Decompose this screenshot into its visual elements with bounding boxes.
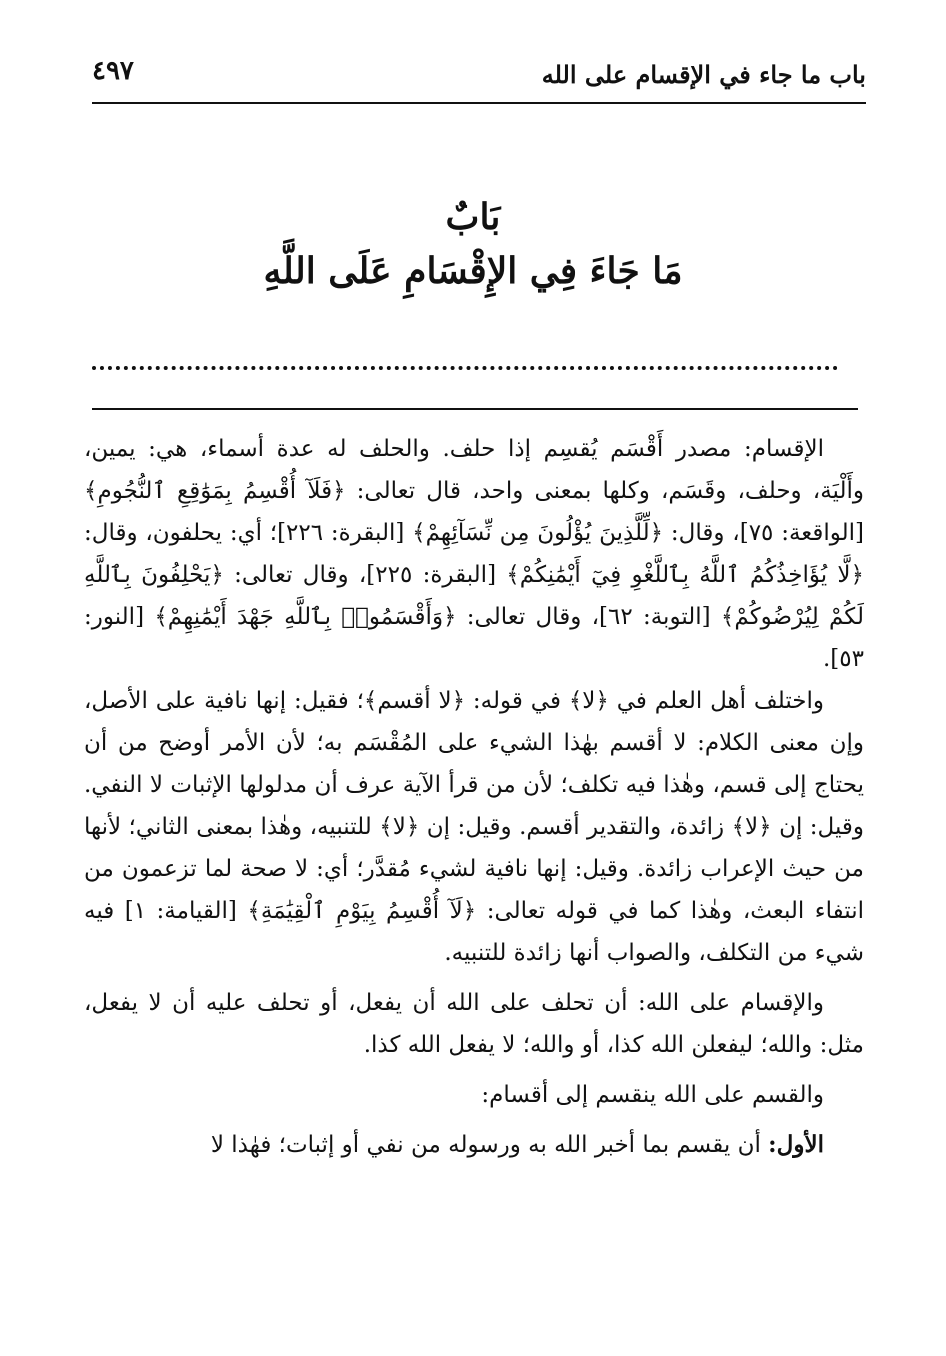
first-division-text: أن يقسم بما أخبر الله به ورسوله من نفي أو إثبات؛ فهٰذا لا xyxy=(210,1132,769,1158)
dotted-divider xyxy=(92,366,838,370)
first-division-label: الأول: xyxy=(768,1131,824,1158)
paragraph-la-meaning: واختلف أهل العلم في ﴿لا﴾ في قوله: ﴿لا أقسم﴾؛ فقيل: إنها نافية على الأصل، وإن معنى الكلام: لا أقسم بهٰذا الشيء على المُقْسَم به؛ لأن الأمر أوضح من أن يحتاج إلى قسم، وهٰذا فيه تكلف؛ لأن من قرأ الآية عرف أن مدلولها الإثبات لا النفي. وقيل: إن ﴿لا﴾ زائدة، والتقدير أقسم. وقيل: إن ﴿لا﴾ للتنبيه، وهٰذا بمعنى الثاني؛ لأنها من حيث الإعراب زائدة. وقيل: إنها نافية لشيء مُقدَّر؛ أي: لا صحة لما تزعمون من انتفاء البعث، وهٰذا كما في قوله تعالى: ﴿لَآ أُقْسِمُ بِيَوْمِ ٱلْقِيَٰمَةِ﴾ [القيامة: ١] فيه شيء من التكلف، والصواب أنها زائدة للتنبيه. xyxy=(84,688,864,966)
paragraph-definition: الإقسام: مصدر أَقْسَم يُقسِم إذا حلف. والحلف له عدة أسماء، هي: يمين، وأَلْيَة، وحلف، وقَسَم، وكلها بمعنى واحد، قال تعالى: ﴿فَلَآ أُقْسِمُ بِمَوَٰقِعِ ٱلنُّجُومِ﴾ [الواقعة: ٧٥]، وقال: ﴿لِّلَّذِينَ يُؤْلُونَ مِن نِّسَآئِهِمْ﴾ [البقرة: ٢٢٦]؛ أي: يحلفون، وقال: ﴿لَّا يُؤَاخِذُكُمُ ٱللَّهُ بِٱللَّغْوِ فِيٓ أَيْمَٰنِكُمْ﴾ [البقرة: ٢٢٥]، وقال تعالى: ﴿يَحْلِفُونَ بِٱللَّهِ لَكُمْ لِيُرْضُوكُمْ﴾ [التوبة: ٦٢]، وقال تعالى: ﴿وَأَقْسَمُوا۟ بِٱللَّهِ جَهْدَ أَيْمَٰنِهِمْ﴾ [النور: ٥٣]. xyxy=(84,436,865,672)
chapter-title: مَا جَاءَ فِي الإِقْسَامِ عَلَى اللَّهِ xyxy=(263,250,683,292)
running-title: باب ما جاء في الإقسام على الله xyxy=(541,60,866,89)
body-text xyxy=(84,428,864,1166)
paragraph-divisions: والقسم على الله ينقسم إلى أقسام: xyxy=(481,1082,824,1108)
running-header xyxy=(92,52,866,104)
page-number: ٤٩٧ xyxy=(92,56,134,86)
paragraph-iqsam-meaning: والإقسام على الله: أن تحلف على الله أن يفعل، أو تحلف عليه أن لا يفعل، مثل: والله؛ ليفعلن الله كذا، أو والله؛ لا يفعل الله كذا. xyxy=(84,990,864,1058)
paragraph-first-division xyxy=(84,1124,864,1166)
chapter-label: بَابٌ xyxy=(445,196,501,238)
section-divider xyxy=(92,408,858,410)
